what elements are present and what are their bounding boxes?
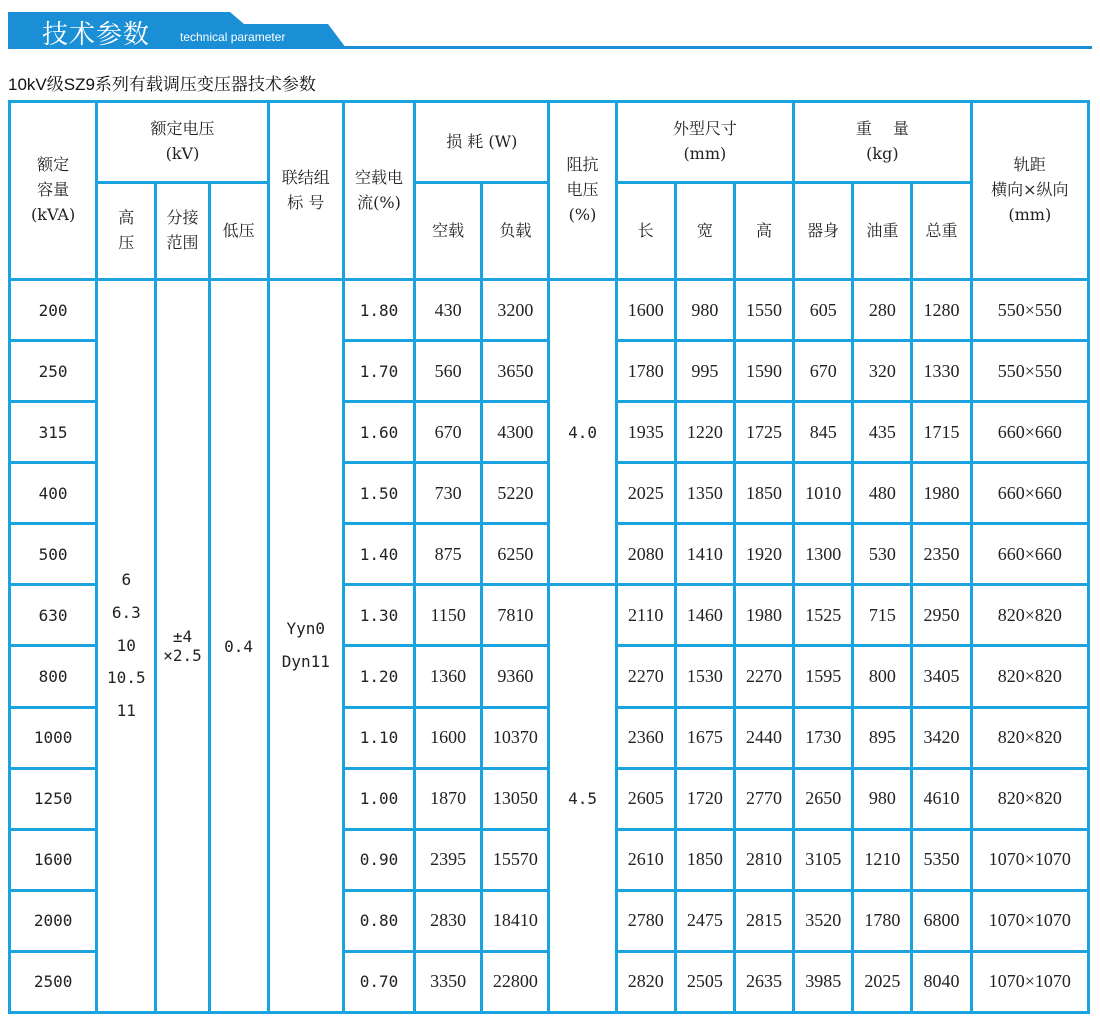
cell-w: 1675 bbox=[677, 709, 733, 767]
cell-gauge: 820×820 bbox=[973, 709, 1087, 767]
cell-p0: 670 bbox=[416, 403, 480, 461]
cell-h: 1725 bbox=[736, 403, 792, 461]
cell-body: 1010 bbox=[795, 464, 851, 522]
cell-gauge: 1070×1070 bbox=[973, 892, 1087, 950]
cell-p0: 2830 bbox=[416, 892, 480, 950]
cell-w: 1460 bbox=[677, 586, 733, 644]
header-lv: 低压 bbox=[211, 184, 267, 278]
cell-oil: 1210 bbox=[854, 831, 910, 889]
cell-total: 1715 bbox=[913, 403, 969, 461]
cell-total: 8040 bbox=[913, 953, 969, 1011]
cell-i0: 1.30 bbox=[345, 586, 413, 644]
cell-body: 1595 bbox=[795, 647, 851, 705]
section-subtitle: technical parameter bbox=[180, 30, 286, 44]
cell-pk: 22800 bbox=[483, 953, 547, 1011]
cell-p0: 1150 bbox=[416, 586, 480, 644]
cell-connection: Yyn0 Dyn11 bbox=[270, 281, 342, 1011]
cell-w: 1530 bbox=[677, 647, 733, 705]
cell-oil: 715 bbox=[854, 586, 910, 644]
cell-total: 5350 bbox=[913, 831, 969, 889]
cell-l: 2270 bbox=[618, 647, 674, 705]
cell-h: 2440 bbox=[736, 709, 792, 767]
cell-l: 1600 bbox=[618, 281, 674, 339]
cell-i0: 1.00 bbox=[345, 770, 413, 828]
cell-h: 1590 bbox=[736, 342, 792, 400]
header-weight: 重 量 (kg) bbox=[795, 103, 970, 181]
cell-cap: 1250 bbox=[11, 770, 95, 828]
cell-oil: 435 bbox=[854, 403, 910, 461]
cell-gauge: 820×820 bbox=[973, 770, 1087, 828]
cell-l: 2080 bbox=[618, 525, 674, 583]
cell-gauge: 1070×1070 bbox=[973, 831, 1087, 889]
header-losses: 损 耗 (W) bbox=[416, 103, 547, 181]
cell-p0: 560 bbox=[416, 342, 480, 400]
banner-rule bbox=[8, 46, 1092, 49]
cell-total: 2950 bbox=[913, 586, 969, 644]
cell-gauge: 660×660 bbox=[973, 525, 1087, 583]
header-length: 长 bbox=[618, 184, 674, 278]
cell-total: 3420 bbox=[913, 709, 969, 767]
cell-h: 2635 bbox=[736, 953, 792, 1011]
cell-body: 3520 bbox=[795, 892, 851, 950]
cell-pk: 7810 bbox=[483, 586, 547, 644]
cell-body: 605 bbox=[795, 281, 851, 339]
cell-lv-voltage: 0.4 bbox=[211, 281, 267, 1011]
cell-oil: 1780 bbox=[854, 892, 910, 950]
spec-table bbox=[8, 100, 1090, 1014]
cell-oil: 480 bbox=[854, 464, 910, 522]
header-dimensions: 外型尺寸 (mm) bbox=[618, 103, 793, 181]
cell-i0: 1.80 bbox=[345, 281, 413, 339]
cell-pk: 10370 bbox=[483, 709, 547, 767]
cell-w: 1850 bbox=[677, 831, 733, 889]
spec-table-frame bbox=[8, 100, 1090, 1014]
cell-i0: 0.90 bbox=[345, 831, 413, 889]
cell-total: 1330 bbox=[913, 342, 969, 400]
header-gauge: 轨距 横向×纵向 (mm) bbox=[973, 103, 1087, 278]
cell-i0: 0.70 bbox=[345, 953, 413, 1011]
cell-body: 1525 bbox=[795, 586, 851, 644]
cell-oil: 530 bbox=[854, 525, 910, 583]
cell-i0: 1.50 bbox=[345, 464, 413, 522]
cell-l: 2780 bbox=[618, 892, 674, 950]
cell-cap: 250 bbox=[11, 342, 95, 400]
cell-h: 2815 bbox=[736, 892, 792, 950]
cell-pk: 5220 bbox=[483, 464, 547, 522]
cell-p0: 1360 bbox=[416, 647, 480, 705]
cell-p0: 1600 bbox=[416, 709, 480, 767]
cell-l: 2025 bbox=[618, 464, 674, 522]
cell-l: 2110 bbox=[618, 586, 674, 644]
cell-pk: 18410 bbox=[483, 892, 547, 950]
cell-cap: 315 bbox=[11, 403, 95, 461]
header-height: 高 bbox=[736, 184, 792, 278]
cell-cap: 1000 bbox=[11, 709, 95, 767]
cell-l: 2360 bbox=[618, 709, 674, 767]
document-title: 10kV级SZ9系列有载调压变压器技术参数 bbox=[8, 75, 316, 94]
cell-cap: 500 bbox=[11, 525, 95, 583]
cell-body: 1730 bbox=[795, 709, 851, 767]
cell-body: 3105 bbox=[795, 831, 851, 889]
cell-p0: 1870 bbox=[416, 770, 480, 828]
header-tap-range: 分接 范围 bbox=[157, 184, 207, 278]
cell-body: 3985 bbox=[795, 953, 851, 1011]
cell-oil: 2025 bbox=[854, 953, 910, 1011]
header-hv: 高 压 bbox=[98, 184, 154, 278]
cell-gauge: 550×550 bbox=[973, 281, 1087, 339]
cell-gauge: 820×820 bbox=[973, 586, 1087, 644]
cell-i0: 1.70 bbox=[345, 342, 413, 400]
header-width: 宽 bbox=[677, 184, 733, 278]
cell-w: 1410 bbox=[677, 525, 733, 583]
cell-oil: 800 bbox=[854, 647, 910, 705]
section-banner bbox=[8, 10, 1092, 50]
cell-w: 980 bbox=[677, 281, 733, 339]
cell-oil: 980 bbox=[854, 770, 910, 828]
cell-total: 6800 bbox=[913, 892, 969, 950]
header-noload-loss: 空载 bbox=[416, 184, 480, 278]
cell-i0: 1.20 bbox=[345, 647, 413, 705]
cell-p0: 875 bbox=[416, 525, 480, 583]
cell-total: 3405 bbox=[913, 647, 969, 705]
cell-h: 2270 bbox=[736, 647, 792, 705]
cell-h: 1920 bbox=[736, 525, 792, 583]
cell-body: 670 bbox=[795, 342, 851, 400]
cell-h: 1980 bbox=[736, 586, 792, 644]
cell-hv-voltages: 6 6.3 10 10.5 11 bbox=[98, 281, 154, 1011]
cell-gauge: 820×820 bbox=[973, 647, 1087, 705]
cell-pk: 15570 bbox=[483, 831, 547, 889]
cell-h: 2810 bbox=[736, 831, 792, 889]
cell-cap: 630 bbox=[11, 586, 95, 644]
header-impedance: 阻抗 电压 (%) bbox=[550, 103, 614, 278]
header-total-weight: 总重 bbox=[913, 184, 969, 278]
cell-impedance-b: 4.5 bbox=[550, 586, 614, 1011]
cell-cap: 1600 bbox=[11, 831, 95, 889]
cell-cap: 2000 bbox=[11, 892, 95, 950]
cell-h: 1850 bbox=[736, 464, 792, 522]
cell-l: 2610 bbox=[618, 831, 674, 889]
cell-body: 845 bbox=[795, 403, 851, 461]
cell-pk: 13050 bbox=[483, 770, 547, 828]
cell-pk: 9360 bbox=[483, 647, 547, 705]
cell-w: 1720 bbox=[677, 770, 733, 828]
cell-impedance-a: 4.0 bbox=[550, 281, 614, 583]
table-row bbox=[11, 281, 1087, 339]
cell-l: 1935 bbox=[618, 403, 674, 461]
cell-gauge: 1070×1070 bbox=[973, 953, 1087, 1011]
cell-cap: 800 bbox=[11, 647, 95, 705]
cell-w: 995 bbox=[677, 342, 733, 400]
cell-oil: 895 bbox=[854, 709, 910, 767]
header-connection: 联结组 标 号 bbox=[270, 103, 342, 278]
header-rated-capacity: 额定 容量 (kVA) bbox=[11, 103, 95, 278]
cell-pk: 3650 bbox=[483, 342, 547, 400]
header-rated-voltage: 额定电压 (kV) bbox=[98, 103, 266, 181]
cell-oil: 280 bbox=[854, 281, 910, 339]
cell-cap: 200 bbox=[11, 281, 95, 339]
cell-pk: 6250 bbox=[483, 525, 547, 583]
cell-total: 1280 bbox=[913, 281, 969, 339]
cell-w: 2505 bbox=[677, 953, 733, 1011]
cell-l: 2820 bbox=[618, 953, 674, 1011]
header-oil-weight: 油重 bbox=[854, 184, 910, 278]
cell-h: 1550 bbox=[736, 281, 792, 339]
cell-gauge: 660×660 bbox=[973, 403, 1087, 461]
cell-i0: 1.60 bbox=[345, 403, 413, 461]
cell-p0: 3350 bbox=[416, 953, 480, 1011]
cell-l: 1780 bbox=[618, 342, 674, 400]
cell-body: 2650 bbox=[795, 770, 851, 828]
header-load-loss: 负载 bbox=[483, 184, 547, 278]
cell-l: 2605 bbox=[618, 770, 674, 828]
cell-oil: 320 bbox=[854, 342, 910, 400]
cell-p0: 2395 bbox=[416, 831, 480, 889]
header-body-weight: 器身 bbox=[795, 184, 851, 278]
cell-pk: 4300 bbox=[483, 403, 547, 461]
cell-tap-range: ±4 ×2.5 bbox=[157, 281, 207, 1011]
cell-total: 4610 bbox=[913, 770, 969, 828]
cell-cap: 2500 bbox=[11, 953, 95, 1011]
cell-w: 2475 bbox=[677, 892, 733, 950]
cell-body: 1300 bbox=[795, 525, 851, 583]
cell-p0: 730 bbox=[416, 464, 480, 522]
cell-p0: 430 bbox=[416, 281, 480, 339]
cell-gauge: 550×550 bbox=[973, 342, 1087, 400]
cell-h: 2770 bbox=[736, 770, 792, 828]
cell-pk: 3200 bbox=[483, 281, 547, 339]
cell-total: 2350 bbox=[913, 525, 969, 583]
cell-total: 1980 bbox=[913, 464, 969, 522]
cell-gauge: 660×660 bbox=[973, 464, 1087, 522]
section-title: 技术参数 bbox=[42, 20, 151, 50]
cell-cap: 400 bbox=[11, 464, 95, 522]
cell-i0: 1.40 bbox=[345, 525, 413, 583]
spec-table-body bbox=[11, 281, 1087, 1011]
header-noload-current: 空载电 流(%) bbox=[345, 103, 413, 278]
cell-i0: 1.10 bbox=[345, 709, 413, 767]
cell-w: 1220 bbox=[677, 403, 733, 461]
cell-i0: 0.80 bbox=[345, 892, 413, 950]
cell-w: 1350 bbox=[677, 464, 733, 522]
